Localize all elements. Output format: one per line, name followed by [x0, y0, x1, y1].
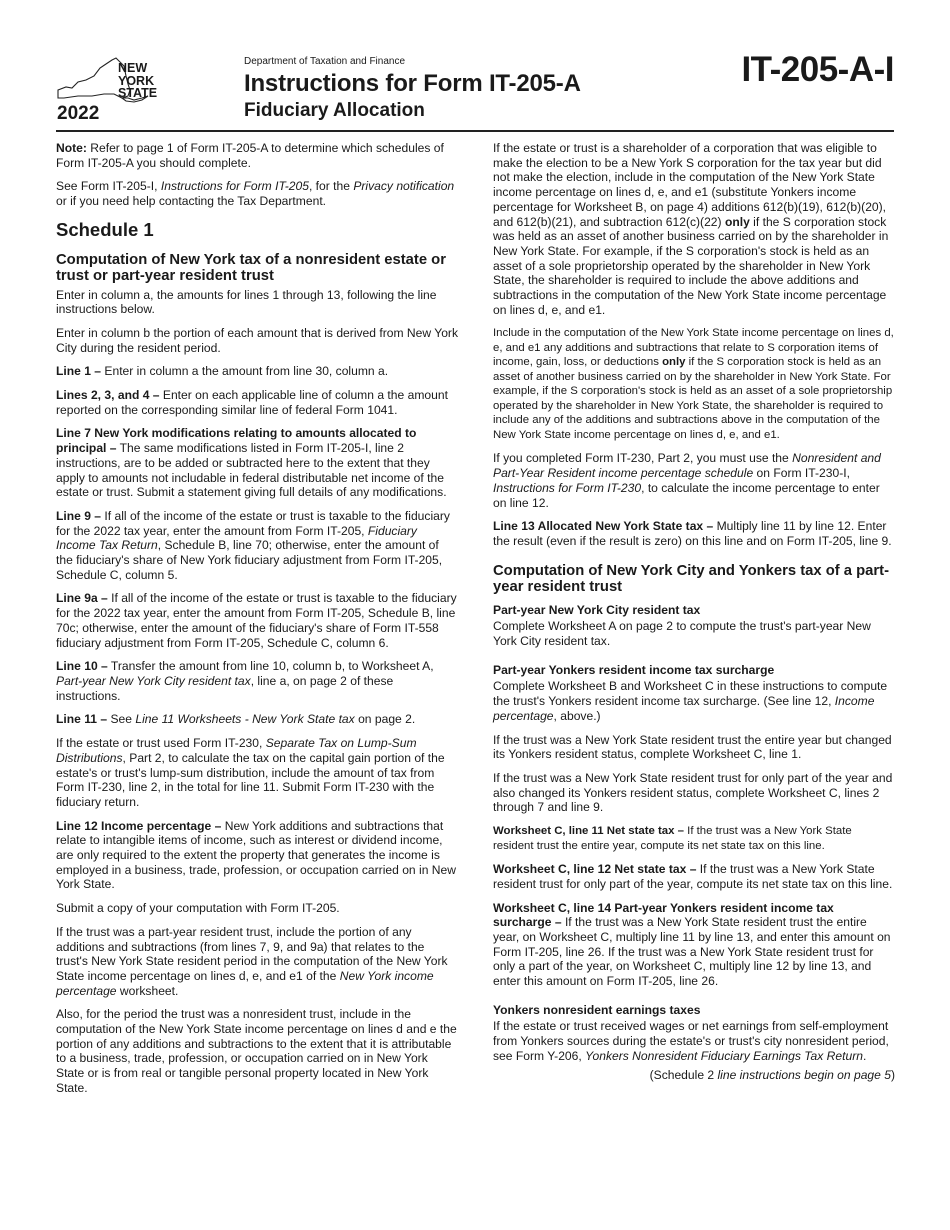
- page-header: [56, 50, 894, 132]
- nonresident-paragraph: Also, for the period the trust was a nonresident trust, include in the computation of the New York State income percentage on lines d and e the portion of any additions and subtractions to the extent that it is attributable to a business, trade, profession, or occupation carried on in New York State or is from real or tangible personal property located in New York State.: [56, 1007, 457, 1095]
- line-label: Line 9a –: [56, 591, 108, 606]
- text-run: Separate Tax on Lump-Sum Distributions: [56, 736, 417, 765]
- section-heading-nyc-yonkers: Computation of New York City and Yonkers tax of a part-year resident trust: [493, 562, 890, 595]
- text-run: Instructions for Form IT-230: [493, 480, 642, 495]
- left-column: [56, 141, 458, 1105]
- text-run: If the trust was a New York State resident trust the entire year, compute its net state tax on this line.: [493, 825, 852, 852]
- note-label: Note:: [56, 141, 87, 155]
- nyc-paragraph: Complete Worksheet A on page 2 to compute the trust's part-year New York City resident tax.: [493, 619, 871, 649]
- text-run: , Schedule B, line 70; otherwise, enter the amount of the fiduciary's share of New York fiduciary adjustment from Form IT-205, Schedule C, column 5.: [56, 538, 443, 582]
- text-run: or if you need help contacting the Tax Department.: [56, 194, 327, 209]
- text-run: only: [662, 356, 686, 369]
- text-run: If the estate or trust is a shareholder of a corporation that was eligible to make the election to be a New York S corporation for the tax year but did not make the election, include in the computation of the New York State income percentage on lines d, e, and e1 (substitute Yonkers income percentage for Worksheet B, on page 4) additions 612(b)(19), 612(b)(20), and 612(b)(21), and subtraction 612(c)(22): [493, 141, 887, 229]
- line-13-paragraph: [493, 519, 895, 548]
- text-run: If all of the income of the estate or trust is taxable to the fiduciary for the 2022 tax year, enter the amount from Form IT-205, Schedule B, line 70c; otherwise, enter the amount of the fiduciary's share of Form IT-558 fiduciary adjustment from Form IT-205, Schedule C, column 6.: [56, 591, 457, 650]
- text-run: If the estate or trust received wages or net earnings from self-employment from Yonkers sources during the estate's or trust's city nonresident period, see Form Y-206,: [493, 1019, 889, 1063]
- text-run: See: [107, 712, 136, 727]
- it-230-paragraph: [56, 736, 458, 810]
- subheading-yonkers-surcharge: Part-year Yonkers resident income tax surcharge: [493, 662, 775, 677]
- logo-year: 2022: [57, 103, 100, 124]
- line-label: Line 12 Income percentage –: [56, 818, 222, 833]
- text-run: Instructions for Form IT-205: [160, 179, 309, 194]
- column-a-paragraph: Enter in column a, the amounts for lines 1 through 13, following the line instructions below.: [56, 287, 437, 317]
- text-run: Income percentage: [493, 694, 875, 723]
- page-subtitle: Fiduciary Allocation: [244, 100, 425, 121]
- page-title: Instructions for Form IT-205-A: [244, 70, 581, 97]
- text-run: , line a, on page 2 of these instructions.: [56, 673, 394, 703]
- text-run: New York income percentage: [56, 968, 434, 998]
- text-run: if the S corporation stock is held as an asset of another business carried on by the shareholder in New York State. For example, if the S corporation's stock is held as an asset of a sole proprietorship operated by the shareholder in New York State, the shareholder is required to include any of the additions and subtractions above in the computation of the New York State income percentage on lines d, e, and e1.: [493, 356, 893, 441]
- line-11-paragraph: [56, 712, 458, 727]
- text-run: only: [724, 214, 750, 229]
- note-text: Refer to page 1 of Form IT-205-A to determine which schedules of Form IT-205-A you should complete.: [56, 141, 444, 170]
- logo-wordmark: [118, 62, 157, 100]
- text-run: , above.): [553, 708, 601, 723]
- subheading-yonkers-nonresident: Yonkers nonresident earnings taxes: [493, 1002, 701, 1017]
- line-label: Line 11 –: [56, 712, 108, 727]
- line-9a-paragraph: [56, 591, 458, 650]
- text-run: Privacy notification: [353, 179, 455, 194]
- yonkers-nonresident-paragraph: [493, 1019, 895, 1063]
- line-label: Line 7 New York modifications relating to amounts allocated to principal –: [56, 426, 417, 456]
- text-run: , Part 2, to calculate the tax on the capital gain portion of the estate's or trust's lump-sum distribution, include the amount of tax from Form IT-230, line 2, in the total for line 11. Submit Form IT-230 with the fiduciary return.: [56, 750, 445, 809]
- line-label: Lines 2, 3, and 4 –: [56, 388, 160, 403]
- text-run: Part-year New York City resident tax: [56, 673, 251, 688]
- line-10-paragraph: [56, 659, 458, 703]
- see-paragraph: [56, 179, 458, 208]
- worksheet-c-line-12-paragraph: [493, 862, 895, 891]
- line-1-paragraph: [56, 364, 458, 379]
- text-run: Enter on each applicable line of column a the amount reported on the corresponding similar line of federal Form 1041.: [56, 388, 448, 417]
- text-run: If the trust was a New York State resident trust for only part of the year, compute its net state tax on this line.: [493, 862, 893, 891]
- text-run: Complete Worksheet B and Worksheet C in these instructions to compute the trust's Yonkers resident income tax surcharge. (See line 12,: [493, 679, 888, 709]
- text-run: Multiply line 11 by line 12. Enter the result (even if the result is zero) on this line and on Form IT-205, line 9.: [493, 519, 892, 548]
- line-label: Line 10 –: [56, 659, 108, 674]
- logo-line-state: STATE: [118, 86, 158, 100]
- logo-line-york: YORK: [118, 73, 155, 88]
- text-run: The same modifications listed in Form IT-205-I, line 2 instructions, are to be added or subtracted here to the extent that they apply to amounts not includable in federal distributable net income of the estate or trust. Submit a statement giving full details of any modifications.: [56, 441, 447, 500]
- nys-logo: [56, 54, 166, 126]
- lines-2-4-paragraph: [56, 388, 458, 417]
- text-run: (Schedule 2: [649, 1067, 718, 1082]
- text-run: Yonkers Nonresident Fiduciary Earnings Tax Return: [585, 1048, 863, 1063]
- column-b-paragraph: Enter in column b the portion of each amount that is derived from New York City during the resident period.: [56, 325, 458, 355]
- text-run: Transfer the amount from line 10, column b, to Worksheet A,: [107, 659, 434, 674]
- worksheet-c-line-14-paragraph: [493, 901, 895, 989]
- only-part-paragraph: If the trust was a New York State resident trust for only part of the year and also changed its Yonkers resident status, complete Worksheet C, lines 2 through 7 and line 9.: [493, 770, 893, 815]
- text-run: If all of the income of the estate or trust is taxable to the fiduciary for the 2022 tax year, enter the amount from Form IT-205,: [56, 508, 450, 538]
- text-run: If the estate or trust used Form IT-230,: [56, 736, 266, 751]
- text-run: line instructions begin on page 5: [717, 1067, 891, 1082]
- line-7-paragraph: [56, 426, 458, 500]
- include-paragraph: [493, 326, 895, 442]
- entire-year-paragraph: If the trust was a New York State resident trust the entire year but changed its Yonkers resident status, complete Worksheet C, line 1.: [493, 732, 892, 762]
- it-230-part2-paragraph: [493, 451, 895, 510]
- line-9-paragraph: [56, 509, 458, 583]
- s-corp-paragraph: [493, 141, 895, 317]
- text-run: Nonresident and Part-Year Resident income percentage schedule: [493, 451, 881, 481]
- text-run: , for the: [308, 179, 354, 194]
- line-label: Worksheet C, line 14 Part-year Yonkers resident income tax surcharge –: [493, 900, 834, 930]
- note-paragraph: [56, 141, 458, 170]
- text-run: New York additions and subtractions that relate to intangible items of income, such as interest or dividend income, are only required to the extent the property that generates the income is employed in a business, trade, profession, or occupation carried on in New York State.: [56, 818, 456, 892]
- text-run: , to calculate the income percentage to enter on line 12.: [493, 480, 880, 510]
- line-label: Worksheet C, line 11 Net state tax –: [493, 825, 684, 838]
- text-run: ): [890, 1067, 895, 1082]
- text-run: If the trust was a part-year resident trust, include the portion of any additions and subtractions (from lines 7, 9, and 9a) that relates to the trust's New York State resident period in the computation of the New York State income percentage on lines d, e, and e1 of the: [56, 924, 448, 983]
- yonkers-paragraph: [493, 679, 895, 723]
- text-run: Fiduciary Income Tax Return: [56, 523, 417, 553]
- text-run: on Form IT-230-I,: [753, 466, 850, 481]
- line-label: Line 9 –: [56, 508, 102, 523]
- logo-line-new: NEW: [118, 61, 148, 75]
- text-run: Include in the computation of the New York State income percentage on lines d, e, and e1 any additions and subtractions that relate to S corporation items of income, gain, loss, or deductions: [493, 327, 894, 369]
- text-run: if the S corporation stock was held as an asset of another business carried on by the shareholder in New York State. For example, if the S corporation's stock is held as an asset of a sole proprietorship operated by the shareholder in New York State, the shareholder is required to include the above additions and subtractions in the computation of the New York State income percentage on lines d, e, and e1.: [493, 214, 889, 317]
- line-label: Line 13 Allocated New York State tax –: [493, 519, 714, 534]
- form-number: IT-205-A-I: [741, 50, 894, 89]
- subheading-nyc-resident-tax: Part-year New York City resident tax: [493, 602, 701, 617]
- line-label: Worksheet C, line 12 Net state tax –: [493, 862, 697, 877]
- section-heading-ny-tax: Computation of New York tax of a nonresident estate or trust or part-year resident trust: [56, 251, 446, 284]
- text-run: .: [862, 1048, 867, 1063]
- worksheet-c-line-11-paragraph: [493, 824, 895, 853]
- line-label: Line 1 –: [56, 364, 102, 379]
- text-run: If the trust was a New York State resident trust the entire year, on Worksheet C, multiply line 11 by line 13, and enter this amount on Form IT-205, line 26. If the trust was a New York State resident trust for only a part of the year, on Worksheet C, multiply line 12 by line 13, and enter this amount on Form IT-205, line 26.: [493, 915, 891, 989]
- schedule-2-footer-note: [493, 1068, 895, 1083]
- department-name: Department of Taxation and Finance: [244, 56, 406, 67]
- line-12-paragraph: [56, 819, 458, 893]
- part-year-paragraph: [56, 925, 458, 999]
- text-run: If you completed Form IT-230, Part 2, you must use the: [493, 451, 793, 466]
- right-column: [493, 141, 895, 1091]
- text-run: Line 11 Worksheets - New York State tax: [135, 712, 355, 727]
- schedule-1-heading: Schedule 1: [56, 218, 154, 240]
- submit-paragraph: Submit a copy of your computation with Form IT-205.: [56, 901, 340, 916]
- text-run: on page 2.: [354, 712, 416, 727]
- text-run: See Form IT-205-I,: [56, 179, 161, 194]
- text-run: Enter in column a the amount from line 30, column a.: [101, 364, 389, 379]
- text-run: worksheet.: [116, 983, 179, 998]
